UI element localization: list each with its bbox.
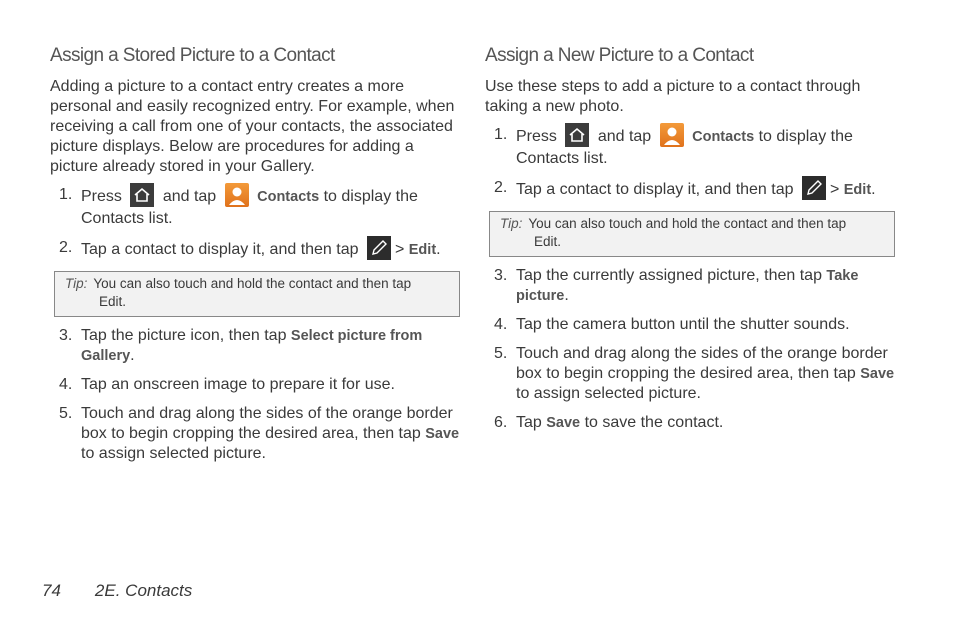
- section-name: 2E. Contacts: [94, 581, 193, 600]
- right-column: [485, 44, 895, 442]
- left-step-4: [50, 375, 460, 395]
- step-number: 2.: [494, 179, 508, 196]
- step-number: 3.: [59, 327, 73, 344]
- step-text: and tap: [162, 188, 217, 206]
- right-step-3: [485, 266, 895, 306]
- edit-keyword: Edit: [843, 182, 872, 199]
- right-intro: Use these steps to add a picture to a contact through taking a new photo.: [485, 78, 861, 115]
- save-keyword: Save: [425, 426, 460, 442]
- step-number: 1.: [59, 186, 73, 203]
- take-picture-keyword: Take picture: [516, 268, 859, 304]
- right-step-4: [485, 315, 895, 335]
- left-step-5: [50, 404, 460, 464]
- step-text: Tap a contact to display it, and then tap: [81, 241, 359, 259]
- contacts-icon: [225, 183, 249, 207]
- step-number: 1.: [494, 126, 508, 143]
- contacts-icon: [660, 123, 684, 147]
- right-step-1: [485, 125, 895, 169]
- step-text: to display the Contacts list.: [81, 188, 418, 227]
- greater-than: >: [829, 181, 840, 199]
- page-number: 74: [42, 581, 61, 600]
- step-number: 3.: [494, 267, 508, 284]
- right-steps: [485, 125, 895, 202]
- step-text: Tap the camera button until the shutter sounds.: [516, 316, 850, 333]
- right-steps-continued: [485, 266, 895, 433]
- step-text: Tap the currently assigned picture, then tap: [516, 267, 822, 284]
- step-text: to save the contact.: [584, 414, 724, 431]
- step-text: Press: [81, 188, 122, 206]
- select-picture-keyword: Select picture from Gallery: [81, 328, 423, 364]
- tip-text-continued: Edit.: [534, 234, 562, 249]
- tip-label: Tip:: [65, 276, 88, 291]
- step-text: to assign selected picture.: [516, 385, 701, 402]
- step-number: 6.: [494, 414, 508, 431]
- step-text: to display the Contacts list.: [516, 128, 853, 167]
- right-step-6: [485, 413, 895, 433]
- tip-label: Tip:: [500, 216, 523, 231]
- home-icon: [130, 183, 154, 207]
- step-text: and tap: [597, 128, 652, 146]
- step-text: Tap: [516, 414, 542, 431]
- step-text: Tap the picture icon, then tap: [81, 327, 287, 344]
- edit-pencil-icon: [802, 176, 826, 200]
- left-tip-box: [54, 271, 460, 317]
- save-keyword: Save: [860, 366, 895, 382]
- period: .: [871, 181, 876, 199]
- left-step-2: [50, 238, 460, 262]
- period: .: [564, 287, 569, 304]
- step-number: 2.: [59, 239, 73, 256]
- left-heading: Assign a Stored Picture to a Contact: [50, 45, 335, 66]
- step-number: 4.: [494, 316, 508, 333]
- step-number: 5.: [59, 405, 73, 422]
- right-step-2: [485, 178, 895, 202]
- step-text: to assign selected picture.: [81, 445, 266, 462]
- step-text: Touch and drag along the sides of the orange border box to begin cropping the desired area, then tap: [516, 345, 888, 382]
- step-text: Touch and drag along the sides of the orange border box to begin cropping the desired area, then tap: [81, 405, 453, 442]
- step-text: Tap a contact to display it, and then tap: [516, 181, 794, 199]
- contacts-keyword: Contacts: [692, 129, 755, 146]
- step-text: Tap an onscreen image to prepare it for use.: [81, 376, 395, 393]
- tip-text: You can also touch and hold the contact and then tap: [528, 216, 847, 231]
- period: .: [436, 241, 441, 259]
- step-number: 4.: [59, 376, 73, 393]
- right-step-5: [485, 344, 895, 404]
- edit-pencil-icon: [367, 236, 391, 260]
- contacts-keyword: Contacts: [257, 189, 320, 206]
- left-step-1: [50, 185, 460, 229]
- left-step-3: [50, 326, 460, 366]
- tip-text: You can also touch and hold the contact and then tap: [93, 276, 412, 291]
- tip-text-continued: Edit.: [99, 294, 127, 309]
- left-intro: Adding a picture to a contact entry creates a more personal and easily recognized entry. For example, when receiving a call from one of your contacts, the associated picture displays. Below are procedures for adding a picture already stored in your Gallery.: [50, 78, 455, 175]
- period: .: [130, 347, 135, 364]
- save-keyword: Save: [546, 415, 581, 431]
- edit-keyword: Edit: [408, 242, 437, 259]
- home-icon: [565, 123, 589, 147]
- right-tip-box: [489, 211, 895, 257]
- left-steps: [50, 185, 460, 262]
- step-number: 5.: [494, 345, 508, 362]
- page-footer: [42, 581, 192, 601]
- left-steps-continued: [50, 326, 460, 464]
- step-text: Press: [516, 128, 557, 146]
- right-heading: Assign a New Picture to a Contact: [485, 45, 754, 66]
- left-column: [50, 44, 460, 473]
- greater-than: >: [394, 241, 405, 259]
